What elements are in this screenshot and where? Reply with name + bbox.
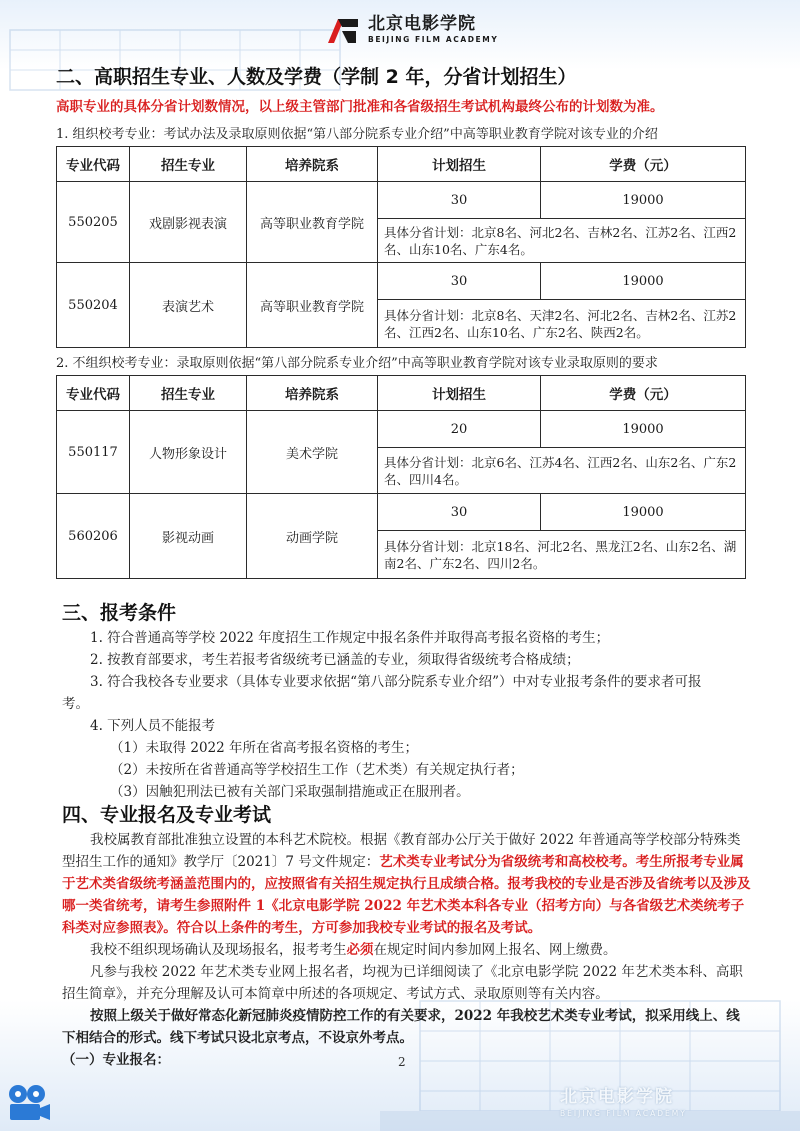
paragraph-text: 我校不组织现场确认及现场报名，报考考生 (90, 942, 347, 958)
table-row (57, 182, 746, 219)
section-2-title: 二、高职招生专业、人数及学费（学制 2 年，分省计划招生） (56, 66, 577, 88)
condition-item: 4. 下列人员不能报考 (90, 718, 216, 734)
major-code: 550204 (57, 263, 130, 348)
condition-item-continued: 考。 (62, 696, 89, 712)
logo-chinese-name: 北京电影学院 (368, 14, 476, 35)
exclusion-item: （2）未按所在省普通高等学校招生工作（艺术类）有关规定执行者； (110, 762, 524, 778)
header-plan: 计划招生 (378, 147, 541, 182)
plan-count: 20 (378, 411, 541, 448)
page-number: 2 (398, 1055, 406, 1069)
section-4-paragraph-4: 按照上级关于做好常态化新冠肺炎疫情防控工作的有关要求，2022 年我校艺术类专业考试，拟采用线上、线下相结合的形式。线下考试只设北京考点，不设京外考点。 (62, 1008, 740, 1046)
sub-heading: （一）专业报名： (62, 1052, 170, 1068)
section-2 (56, 62, 746, 579)
section-4-paragraph-3: 凡参与我校 2022 年艺术类专业网上报名者，均视为已详细阅读了《北京电影学院 2022 年艺术类本科、高职招生简章》，并充分理解及认可本简章中所述的各项规定、考试方式、录取原则等有关内容。 (62, 964, 743, 1002)
section-4-paragraph-2 (62, 939, 752, 961)
header-major: 招生专业 (130, 376, 247, 411)
province-quota: 具体分省计划：北京8名、河北2名、吉林2名、江苏2名、江西2名、山东10名、广东4名。 (378, 219, 746, 263)
header-logo (326, 12, 498, 48)
table-row (57, 263, 746, 300)
section-4 (62, 800, 752, 1071)
section-4-title: 四、专业报名及专业考试 (62, 804, 272, 826)
major-name: 戏剧影视表演 (130, 182, 247, 263)
college-name: 高等职业教育学院 (247, 182, 378, 263)
province-quota: 具体分省计划：北京18名、河北2名、黑龙江2名、山东2名、湖南2名、广东2名、四川2名。 (378, 531, 746, 579)
table-row (57, 411, 746, 448)
film-projector-icon (6, 1082, 52, 1124)
tuition-fee: 19000 (541, 494, 746, 531)
highlighted-text: 艺术类专业考试分为省级统考和高校校考。考生所报考专业属于艺术类省级统考涵盖范围内的，应按照省有关招生规定执行且成绩合格。报考我校的专业是否涉及省统考以及涉及哪一类省统考，请考生参照附件 1《北京电影学院 2022 年艺术类本科各专业（招考方向）与各省级艺术类统考子科类对应参照表》。符合以上条件的考生，方可参加我校专业考试的报名及考试。 (62, 854, 751, 936)
header-fee: 学费（元） (541, 147, 746, 182)
table-1-caption: 1. 组织校考专业：考试办法及录取原则依据“第八部分院系专业介绍”中高等职业教育学院对该专业的介绍 (56, 127, 658, 142)
tuition-fee: 19000 (541, 411, 746, 448)
header-code: 专业代码 (57, 376, 130, 411)
major-code: 560206 (57, 494, 130, 579)
paragraph-text: 在规定时间内参加网上报名、网上缴费。 (373, 942, 617, 958)
major-name: 表演艺术 (130, 263, 247, 348)
header-code: 专业代码 (57, 147, 130, 182)
condition-item: 2. 按教育部要求，考生若报考省级统考已涵盖的专业，须取得省级统考合格成绩； (90, 652, 580, 668)
admission-table-2 (56, 375, 746, 579)
tuition-fee: 19000 (541, 263, 746, 300)
college-name: 高等职业教育学院 (247, 263, 378, 348)
header-college: 培养院系 (247, 376, 378, 411)
plan-count: 30 (378, 494, 541, 531)
college-name: 美术学院 (247, 411, 378, 494)
table-header-row (57, 376, 746, 411)
footer-logo (560, 1082, 687, 1118)
table-header-row (57, 147, 746, 182)
table-2-caption: 2. 不组织校考专业：录取原则依据“第八部分院系专业介绍”中高等职业教育学院对该专业录取原则的要求 (56, 356, 658, 371)
plan-notice: 高职专业的具体分省计划数情况，以上级主管部门批准和各省级招生考试机构最终公布的计划数为准。 (56, 99, 664, 115)
footer-logo-english: BEIJING FILM ACADEMY (560, 1109, 687, 1118)
major-code: 550117 (57, 411, 130, 494)
academy-logo-icon (326, 15, 360, 45)
province-quota: 具体分省计划：北京6名、江苏4名、江西2名、山东2名、广东2名、四川4名。 (378, 448, 746, 494)
header-major: 招生专业 (130, 147, 247, 182)
condition-item: 1. 符合普通高等学校 2022 年度招生工作规定中报名条件并取得高考报名资格的考生； (90, 630, 610, 646)
section-3-title: 三、报考条件 (62, 602, 177, 624)
admission-table-1 (56, 146, 746, 348)
footer-logo-chinese: 北京电影学院 (560, 1087, 674, 1107)
highlighted-text: 必须 (346, 942, 374, 958)
major-code: 550205 (57, 182, 130, 263)
logo-english-name: BEIJING FILM ACADEMY (368, 35, 499, 45)
plan-count: 30 (378, 182, 541, 219)
condition-item: 3. 符合我校各专业要求（具体专业要求依据“第八部分院系专业介绍”）中对专业报考条件的要求者可报 (90, 674, 702, 690)
exclusion-item: （3）因触犯刑法已被有关部门采取强制措施或正在服刑者。 (110, 784, 470, 800)
section-4-paragraph-1 (62, 829, 752, 939)
section-3 (62, 598, 752, 803)
major-name: 人物形象设计 (130, 411, 247, 494)
header-plan: 计划招生 (378, 376, 541, 411)
paragraph-text: 我校属教育部批准独立设置的本科艺术院校。根据《教育部办公厅关于做好 2022 年普通高等学校部分特殊类型招生工作的通知》教学厅〔2021〕7 号文件规定： (62, 832, 741, 870)
table-row (57, 494, 746, 531)
province-quota: 具体分省计划：北京8名、天津2名、河北2名、吉林2名、江苏2名、江西2名、山东10名、广东2名、陕西2名。 (378, 300, 746, 348)
exclusion-item: （1）未取得 2022 年所在省高考报名资格的考生； (110, 740, 419, 756)
college-name: 动画学院 (247, 494, 378, 579)
header-college: 培养院系 (247, 147, 378, 182)
major-name: 影视动画 (130, 494, 247, 579)
tuition-fee: 19000 (541, 182, 746, 219)
plan-count: 30 (378, 263, 541, 300)
header-fee: 学费（元） (541, 376, 746, 411)
